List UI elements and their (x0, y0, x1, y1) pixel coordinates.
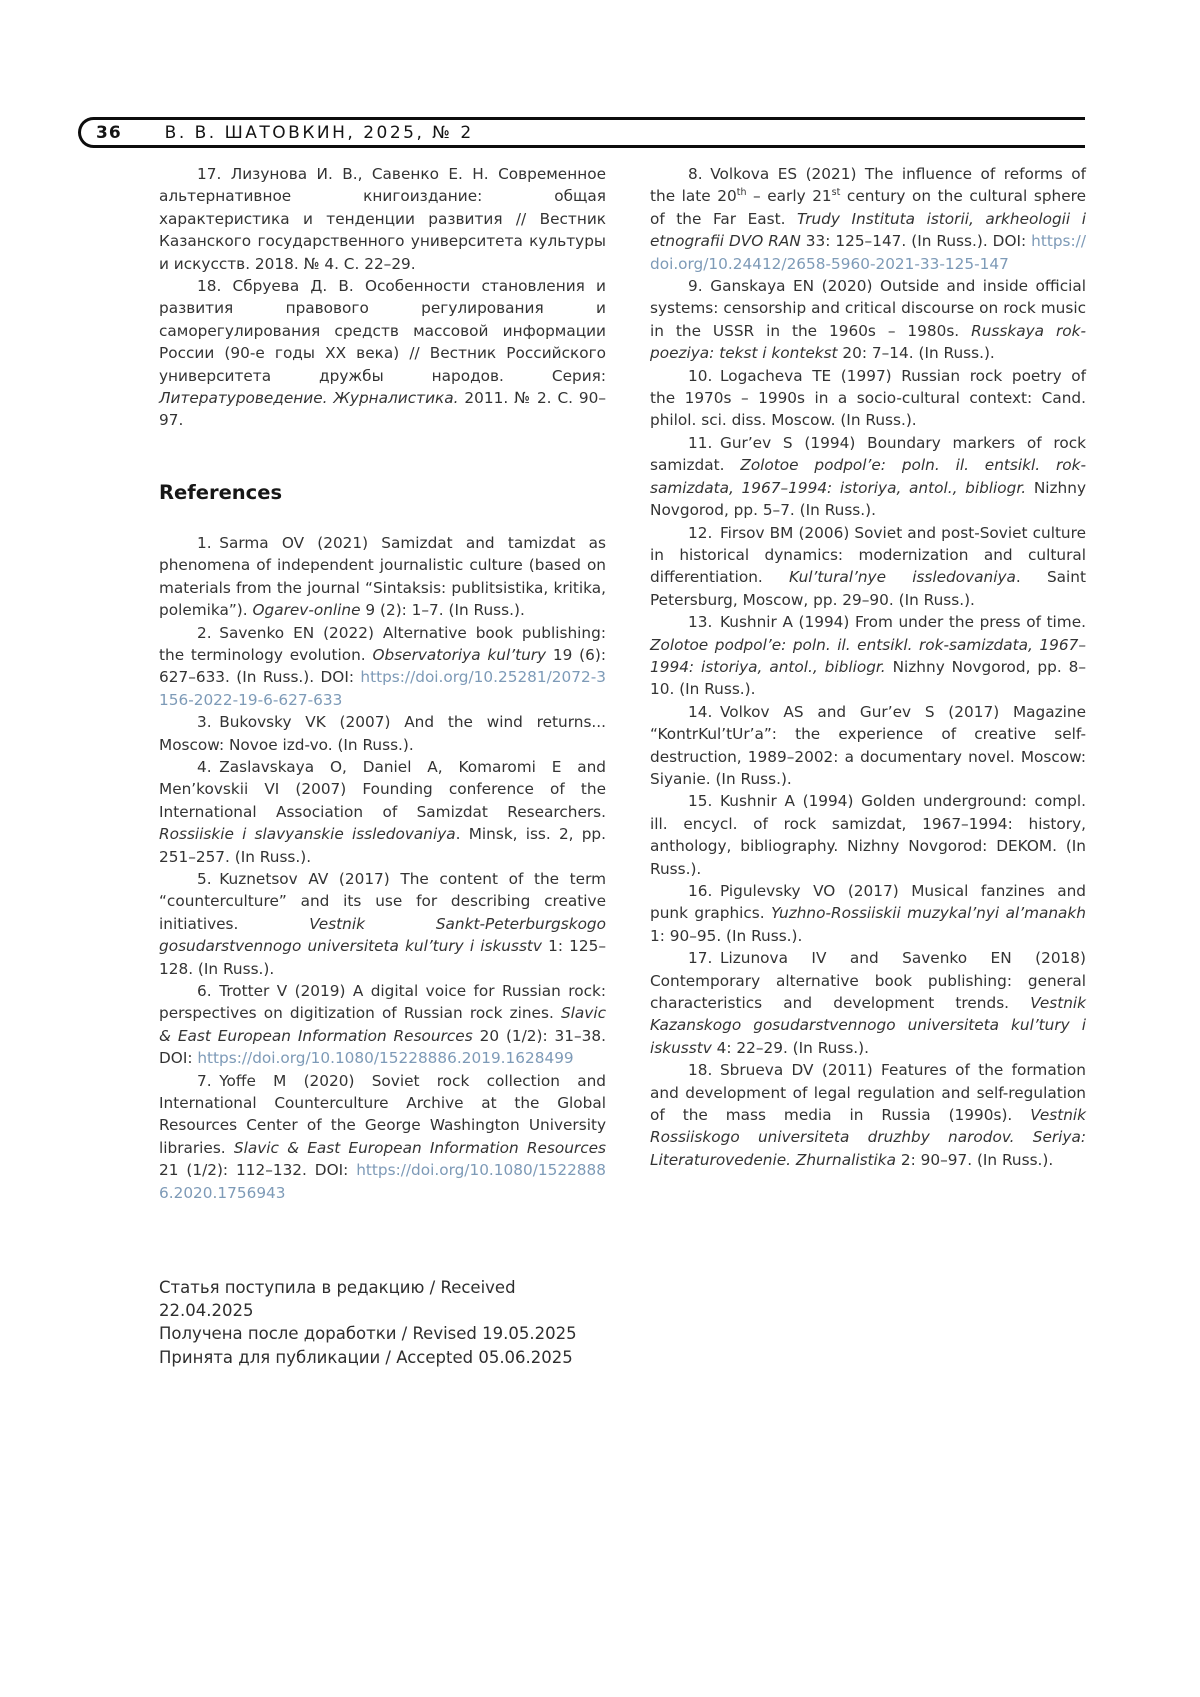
reference-text: 17. Лизунова И. В., Савенко Е. Н. Современное альтернативное книгоиздание: общая характеристика и тенденции развития // Вестник Казанского государственного университета культуры и искусств. 2018. № 4. С. 22–29. (159, 165, 606, 273)
reference-item (650, 947, 1086, 1059)
reference-text: 33: 125–147. (In Russ.). DOI: (800, 232, 1032, 251)
reference-text: Nizhny Novgorod, pp. 5–7. (In Russ.). (650, 478, 1086, 520)
reference-text: 2: 90–97. (In Russ.). (896, 1150, 1054, 1169)
reference-text: . Saint Petersburg, Moscow, pp. 29–90. (In Russ.). (650, 568, 1086, 609)
reference-text: 9 (2): 1–7. (In Russ.). (360, 601, 525, 620)
revised-date-line: Получена после доработки / Revised 19.05.2025 (159, 1324, 577, 1344)
references-list-right (650, 163, 1086, 1171)
right-column (650, 163, 1086, 1369)
reference-item (650, 432, 1086, 522)
reference-text: 5. Kuznetsov AV (2017) The content of the term “counterculture” and its use for describing creative initiatives. (159, 869, 606, 933)
reference-text: 15. Kushnir A (1994) Golden underground: compl. ill. encycl. of rock samizdat, 1967–1994: history, anthology, bibliography. Nizhny Novgorod: DEKOM. (In Russ.). (650, 792, 1086, 878)
doi-link[interactable]: https://doi.org/10.25281/2072-3156-2022-19-6-627-633 (159, 668, 606, 709)
reference-item (159, 756, 606, 868)
doi-link[interactable]: https://doi.org/10.1080/15228886.2019.1628499 (197, 1049, 574, 1068)
reference-text: 1: 125–128. (In Russ.). (159, 937, 606, 978)
reference-text: 11. Gur’ev S (1994) Boundary markers of rock samizdat. (650, 433, 1086, 475)
reference-text: 4: 22–29. (In Russ.). (711, 1038, 869, 1057)
reference-text: 14. Volkov AS and Gur’ev S (2017) Magazine “KontrKul’tUr’a”: the experience of creative self-destruction, 1989–2002: a documentary novel. Moscow: Siyanie. (In Russ.). (650, 702, 1086, 788)
received-date-line: Статья поступила в редакцию / Received 22.04.2025 (159, 1278, 516, 1321)
running-head-band (78, 117, 1085, 148)
reference-text: 17. Lizunova IV and Savenko EN (2018) Contemporary alternative book publishing: general characteristics and development trends. (650, 949, 1086, 1013)
journal-title-italic: Yuzhno-Rossiiskii muzykal’nyi al’manakh (771, 904, 1086, 923)
reference-item (159, 1070, 606, 1204)
reference-text: st (831, 187, 841, 199)
reference-item (159, 711, 606, 756)
reference-item (650, 522, 1086, 612)
reference-item (650, 790, 1086, 880)
reference-item (650, 611, 1086, 701)
journal-title-italic: Slavic & East European Information Resources (233, 1138, 606, 1157)
reference-text: 6. Trotter V (2019) A digital voice for Russian rock: perspectives on digitization of Russian rock zines. (159, 982, 606, 1023)
reference-text: 9. Ganskaya EN (2020) Outside and inside official systems: censorship and critical discourse on rock music in the USSR in the 1960s – 1980s. (650, 277, 1086, 340)
reference-item (159, 868, 606, 980)
reference-item (650, 1059, 1086, 1171)
references-list-left (159, 532, 606, 1204)
journal-title-italic: Slavic & East European Information Resources (159, 1004, 606, 1045)
doi-link[interactable]: https://doi.org/10.1080/15228886.2020.1756943 (159, 1161, 606, 1202)
reference-text: 1. Sarma OV (2021) Samizdat and tamizdat as phenomena of independent journalistic culture (based on materials from the journal “Sintaksis: publitsistika, kritika, polemika”). (159, 533, 606, 620)
reference-item (159, 275, 606, 432)
reference-item (159, 980, 606, 1070)
page-number: 36 (96, 122, 122, 143)
reference-text: 10. Logacheva TE (1997) Russian rock poetry of the 1970s – 1990s in a socio-cultural context: Cand. philol. sci. diss. Moscow. (In Russ.). (650, 366, 1086, 430)
russian-references-list (159, 163, 606, 432)
reference-item (650, 701, 1086, 791)
article-dates-block (159, 1276, 606, 1369)
journal-title-italic: Russkaya rok-poeziya: tekst i kontekst (650, 321, 1086, 363)
reference-text: 20 (1/2): 31–38. DOI: (159, 1026, 606, 1068)
reference-text: 1: 90–95. (In Russ.). (650, 926, 803, 945)
reference-text: 4. Zaslavskaya O, Daniel A, Komaromi E and Men’kovskii VI (2007) Founding conference of the International Association of Samizdat Researchers. (159, 757, 606, 821)
journal-title-italic: Vestnik Sankt-Peterburgskogo gosudarstvennogo universiteta kul’tury i iskusstv (159, 914, 606, 956)
reference-text: 13. Kushnir A (1994) From under the press of time. (688, 613, 1086, 632)
reference-text: 2011. № 2. С. 90–97. (159, 389, 607, 430)
reference-text: th (736, 187, 747, 199)
references-heading: References (159, 480, 283, 504)
reference-text: 2. Savenko EN (2022) Alternative book publishing: the terminology evolution. (159, 623, 606, 664)
reference-text: 7. Yoffe M (2020) Soviet rock collection and International Counterculture Archive at the Global Resources Center of the George Washington University libraries. (159, 1071, 606, 1157)
reference-item (650, 163, 1086, 275)
doi-link[interactable]: https://doi.org/10.24412/2658-5960-2021-33-125-147 (650, 232, 1086, 273)
reference-text: 12. Firsov BM (2006) Soviet and post-Soviet culture in historical dynamics: modernization and cultural differentiation. (650, 523, 1086, 587)
journal-title-italic: Vestnik Kazanskogo gosudarstvennogo universiteta kul’tury i iskusstv (650, 994, 1086, 1057)
reference-item (650, 275, 1086, 365)
reference-text: – early 21 (746, 187, 832, 206)
reference-text: 8. Volkova ES (2021) The influence of reforms of the late 20 (650, 165, 1086, 206)
reference-text: 16. Pigulevsky VO (2017) Musical fanzines and punk graphics. (650, 882, 1086, 923)
reference-text: . Minsk, iss. 2, pp. 251–257. (In Russ.). (159, 825, 606, 866)
reference-item (650, 880, 1086, 947)
reference-text: 18. Сбруева Д. В. Особенности становления и развития правового регулирования и саморегулирования средств массовой информации России (90-е годы XX века) // Вестник Российского университета дружбы народов. Серия: (159, 277, 606, 385)
journal-title-italic: Литературоведение. Журналистика. (159, 389, 459, 408)
journal-title-italic: Ogarev-online (252, 601, 361, 620)
reference-text: 19 (6): 627–633. (In Russ.). DOI: (159, 645, 606, 687)
journal-title-italic: Zolotoe podpol’e: poln. il. entsikl. rok-samizdata, 1967–1994: istoriya, antol., bibliogr. (650, 635, 1086, 676)
reference-item (159, 622, 606, 712)
journal-title-italic: Vestnik Rossiiskogo universiteta druzhby narodov. Seriya: Literaturovedenie. Zhurnalistika (650, 1106, 1086, 1169)
left-column (159, 163, 606, 1369)
reference-text: century on the cultural sphere of the Far East. (650, 187, 1086, 228)
running-title: В. В. ШАТОВКИН, 2025, № 2 (164, 122, 474, 143)
reference-text: 18. Sbrueva DV (2011) Features of the formation and development of legal regulation and self-regulation of the mass media in Russia (1990s). (650, 1061, 1086, 1125)
journal-title-italic: Zolotoe podpol’e: poln. il. entsikl. rok-samizdata, 1967–1994: istoriya, antol., bibliogr. (650, 456, 1086, 497)
reference-item (159, 532, 606, 622)
journal-title-italic: Kul’tural’nye issledovaniya (788, 568, 1016, 587)
reference-text: 3. Bukovsky VK (2007) And the wind returns... Moscow: Novoe izd-vo. (In Russ.). (159, 713, 606, 754)
journal-title-italic: Trudy Instituta istorii, arkheologii i etnografii DVO RAN (650, 209, 1086, 251)
reference-item (159, 163, 606, 275)
reference-text: 21 (1/2): 112–132. DOI: (159, 1161, 357, 1180)
two-column-text-area (159, 163, 1086, 1369)
accepted-date-line: Принята для публикации / Accepted 05.06.2025 (159, 1347, 573, 1367)
reference-item (650, 365, 1086, 432)
reference-text: Nizhny Novgorod, pp. 8–10. (In Russ.). (650, 657, 1086, 699)
reference-text: 20: 7–14. (In Russ.). (837, 344, 995, 363)
journal-title-italic: Observatoriya kul’tury (372, 645, 547, 664)
journal-title-italic: Rossiiskie i slavyanskie issledovaniya (159, 825, 456, 844)
